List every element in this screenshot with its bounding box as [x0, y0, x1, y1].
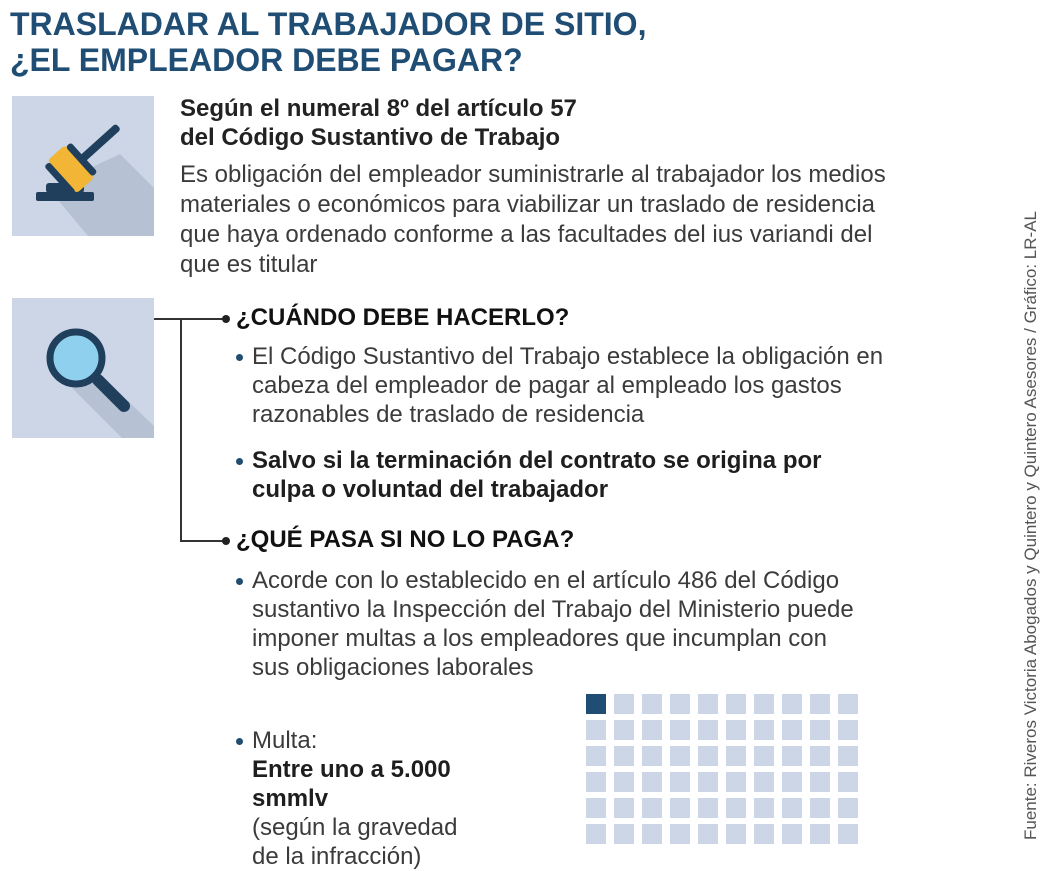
grid-square — [586, 746, 606, 766]
grid-square — [642, 720, 662, 740]
grid-square — [782, 824, 802, 844]
grid-square — [670, 798, 690, 818]
grid-square — [782, 694, 802, 714]
grid-square — [670, 746, 690, 766]
fine-text — [252, 726, 457, 871]
grid-square — [782, 746, 802, 766]
source-credit: Fuente: Riveros Victoria Abogados y Quintero y Quintero Asesores / Gráfico: LR-AL — [1021, 211, 1040, 840]
grid-square — [586, 772, 606, 792]
not-paid-bullet-1-line: sus obligaciones laborales — [252, 654, 534, 681]
grid-square — [754, 798, 774, 818]
law-title-line-1: Según el numeral 8º del artículo 57 — [180, 95, 577, 122]
fine-label: Multa: — [252, 727, 318, 754]
grid-square — [586, 824, 606, 844]
grid-square — [838, 772, 858, 792]
grid-square — [810, 694, 830, 714]
grid-square — [782, 720, 802, 740]
section-dot — [222, 537, 230, 545]
not-paid-bullet-1-line: sustantivo la Inspección del Trabajo del Ministerio puede — [252, 596, 854, 623]
grid-square — [838, 720, 858, 740]
not-paid-heading: ¿QUÉ PASA SI NO LO PAGA? — [236, 526, 575, 553]
law-body-line: Es obligación del empleador suministrarle al trabajador los medios — [180, 161, 886, 188]
bullet-dot — [236, 738, 243, 745]
law-title — [180, 94, 780, 152]
grid-square — [614, 824, 634, 844]
fine-amount: Entre uno a 5.000 — [252, 756, 451, 783]
grid-square — [838, 824, 858, 844]
section-dot — [222, 315, 230, 323]
grid-square — [754, 720, 774, 740]
gavel-icon — [12, 96, 154, 236]
grid-square — [726, 720, 746, 740]
when-bullet-1-line: El Código Sustantivo del Trabajo establece la obligación en — [252, 343, 884, 370]
when-bullet-1-line: razonables de traslado de residencia — [252, 401, 645, 428]
grid-square — [642, 772, 662, 792]
grid-square — [698, 824, 718, 844]
grid-square — [838, 746, 858, 766]
grid-square — [642, 746, 662, 766]
grid-square — [726, 772, 746, 792]
fine-note-line: de la infracción) — [252, 843, 422, 870]
grid-square — [810, 720, 830, 740]
when-bullet-1 — [252, 342, 883, 429]
not-paid-bullet-1 — [252, 566, 854, 682]
grid-square — [754, 746, 774, 766]
grid-square — [614, 746, 634, 766]
bullet-dot — [236, 354, 243, 361]
grid-square — [642, 824, 662, 844]
grid-square — [726, 824, 746, 844]
headline — [10, 6, 646, 78]
not-paid-bullet-1-line: Acorde con lo establecido en el artículo 486 del Código — [252, 567, 840, 594]
connector-line — [180, 540, 224, 542]
grid-square — [586, 798, 606, 818]
grid-square — [670, 694, 690, 714]
grid-square — [698, 720, 718, 740]
grid-square — [810, 746, 830, 766]
grid-square — [586, 720, 606, 740]
grid-square — [698, 798, 718, 818]
headline-line-1: TRASLADAR AL TRABAJADOR DE SITIO, — [10, 6, 647, 42]
grid-square — [614, 798, 634, 818]
law-title-line-2: del Código Sustantivo de Trabajo — [180, 124, 561, 151]
grid-square — [670, 824, 690, 844]
when-bullet-2-line: Salvo si la terminación del contrato se origina por — [252, 447, 822, 474]
grid-square — [810, 798, 830, 818]
grid-square — [726, 798, 746, 818]
bullet-dot — [236, 578, 243, 585]
grid-square — [614, 720, 634, 740]
when-heading: ¿CUÁNDO DEBE HACERLO? — [236, 304, 570, 331]
grid-square — [698, 694, 718, 714]
grid-square — [782, 772, 802, 792]
grid-square — [838, 798, 858, 818]
grid-square — [782, 798, 802, 818]
when-bullet-2-line: culpa o voluntad del trabajador — [252, 476, 609, 503]
when-bullet-2 — [252, 446, 821, 504]
bullet-dot — [236, 458, 243, 465]
when-bullet-1-line: cabeza del empleador de pagar al empleado los gastos — [252, 372, 842, 399]
magnifier-icon — [12, 298, 154, 438]
grid-square — [670, 720, 690, 740]
fine-note: (según la gravedad — [252, 814, 458, 841]
grid-square — [726, 746, 746, 766]
grid-square — [810, 824, 830, 844]
grid-square — [670, 772, 690, 792]
grid-square — [698, 772, 718, 792]
grid-square — [754, 824, 774, 844]
grid-square — [614, 772, 634, 792]
connector-line — [180, 318, 182, 542]
grid-square — [642, 694, 662, 714]
grid-square — [838, 694, 858, 714]
grid-square-highlighted — [586, 694, 606, 714]
law-body — [180, 160, 980, 280]
law-body-line: materiales o económicos para viabilizar un traslado de residencia — [180, 191, 876, 218]
not-paid-bullet-1-line: imponer multas a los empleadores que incumplan con — [252, 625, 827, 652]
grid-square — [642, 798, 662, 818]
grid-square — [726, 694, 746, 714]
law-body-line: que haya ordenado conforme a las facultades del ius variandi del — [180, 221, 873, 248]
fine-scale-grid — [586, 694, 866, 846]
grid-square — [614, 694, 634, 714]
grid-square — [754, 694, 774, 714]
grid-square — [754, 772, 774, 792]
fine-unit: smmlv — [252, 785, 329, 812]
grid-square — [810, 772, 830, 792]
law-body-line: que es titular — [180, 251, 318, 278]
connector-line — [154, 318, 224, 320]
grid-square — [698, 746, 718, 766]
headline-line-2: ¿EL EMPLEADOR DEBE PAGAR? — [10, 42, 523, 78]
